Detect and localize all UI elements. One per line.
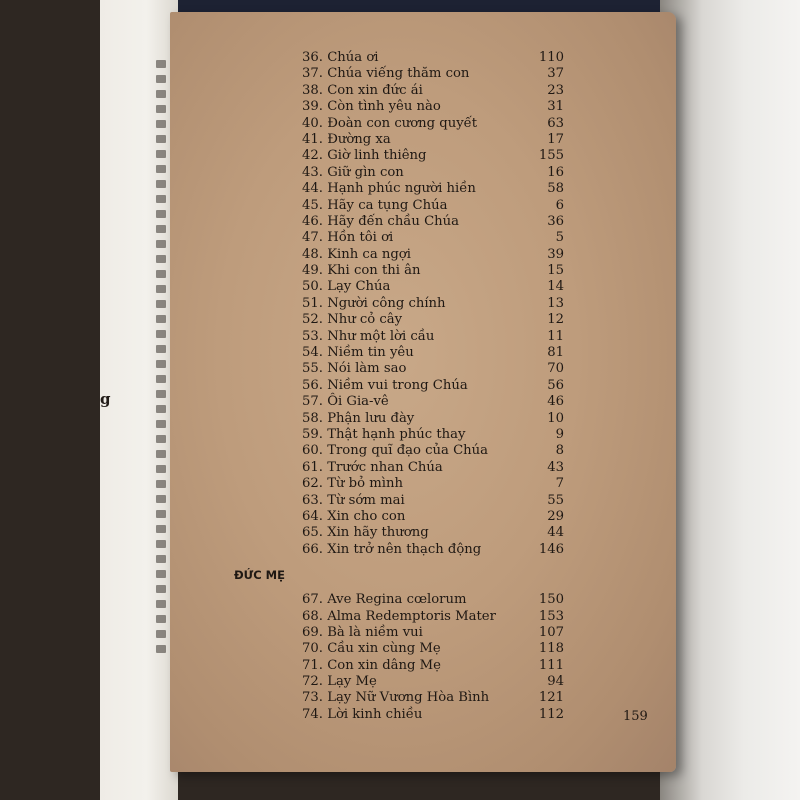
toc-entry-number: 68. [302,608,323,624]
toc-entry-number: 43. [302,164,323,180]
book-page [170,12,676,772]
toc-entry-title [302,460,443,476]
toc-entry-label: Trong quĩ đạo của Chúa [327,443,489,459]
toc-entry-title [302,132,391,148]
toc-entry-label: Alma Redemptoris Mater [327,608,496,624]
toc-entry-number: 38. [302,82,323,98]
toc-entry-number: 64. [302,508,323,524]
toc-entry-number: 45. [302,197,323,213]
toc-entry [302,230,564,246]
toc-entry-label: Giữ gìn con [327,164,404,180]
background-right [660,0,800,800]
toc-entry-number: 66. [302,541,323,557]
toc-entry-page: 16 [547,164,564,180]
toc-entry-label: Lạy Mẹ [327,674,377,690]
toc-entry-number: 42. [302,148,323,164]
toc-entry-page: 7 [555,476,564,492]
toc-entry-title [302,542,481,558]
toc-entry-number: 41. [302,131,323,147]
toc-entry [302,66,564,82]
toc-entry [302,460,564,476]
toc-entry-label: Chúa viếng thăm con [327,66,470,82]
section-heading: ĐỨC MẸ [234,568,285,583]
toc-entry-page: 153 [538,608,564,624]
toc-entry [302,181,564,197]
toc-entry-title [302,509,405,525]
toc-entry-number: 52. [302,312,323,328]
toc-entry-number: 48. [302,246,323,262]
toc-entry-label: Bà là niềm vui [327,624,423,640]
toc-entry-label: Xin cho con [327,508,406,524]
toc-entry [302,625,564,641]
toc-entry [302,509,564,525]
toc-entry-page: 46 [547,394,564,410]
toc-entry-title [302,263,421,279]
toc-entry-title [302,361,406,377]
toc-entry-title [302,641,441,657]
toc-entry [302,263,564,279]
toc-entry-number: 74. [302,706,323,722]
toc-entry-number: 55. [302,361,323,377]
toc-entry-label: Người công chính [327,295,446,311]
toc-entry-label: Lạy Nữ Vương Hòa Bình [327,690,490,706]
toc-entry-title [302,329,434,345]
toc-entry-title [302,165,404,181]
toc-entry-number: 39. [302,99,323,115]
toc-entry-label: Xin hãy thương [327,525,429,541]
toc-entry-title [302,214,459,230]
toc-entry-page: 17 [547,131,564,147]
toc-entry-page: 9 [555,426,564,442]
toc-entry-page: 23 [547,82,564,98]
toc-entry-page: 5 [555,230,564,246]
toc-entry-number: 46. [302,213,323,229]
toc-entry-label: Chúa ơi [327,50,379,65]
toc-entry-label: Như cỏ cây [327,312,403,328]
toc-entry-title [302,230,393,246]
toc-entry [302,312,564,328]
toc-entry-number: 36. [302,50,323,65]
toc-entry-page: 146 [538,541,564,557]
toc-entry [302,493,564,509]
toc-entry-title [302,345,414,361]
toc-entry-title [302,116,477,132]
toc-entry-page: 121 [538,690,564,706]
toc-entry-label: Còn tình yêu nào [327,99,441,115]
toc-entry-number: 51. [302,295,323,311]
toc-entry-page: 58 [547,181,564,197]
toc-entry-label: Giờ linh thiêng [327,148,427,164]
toc-entry-title [302,625,423,641]
toc-entry-number: 53. [302,328,323,344]
toc-entry-title [302,83,423,99]
toc-entry-page: 43 [547,459,564,475]
toc-entry [302,592,564,608]
toc-entry [302,50,564,66]
toc-entry-page: 12 [547,312,564,328]
toc-entry-label: Thật hạnh phúc thay [327,426,466,442]
toc-entry-label: Đoàn con cương quyết [327,115,478,131]
toc-entry-page: 6 [555,197,564,213]
toc-entry-label: Đường xa [327,131,391,147]
toc-entry-number: 49. [302,263,323,279]
toc-entry-label: Ôi Gia-vê [327,394,389,410]
toc-entry-page: 8 [555,443,564,459]
toc-entry-page: 70 [547,361,564,377]
toc-entry-title [302,707,422,723]
toc-entry-page: 55 [547,492,564,508]
toc-entry-title [302,658,441,674]
toc-entry-title [302,592,466,608]
toc-entry-page: 111 [538,657,564,673]
toc-entry-number: 73. [302,690,323,706]
toc-entry [302,476,564,492]
toc-entry-label: Hạnh phúc người hiền [327,181,476,197]
toc-entry-label: Con xin đức ái [327,82,423,98]
toc-entry [302,116,564,132]
toc-entry-title [302,198,448,214]
toc-entry-title [302,247,411,263]
toc-entry-title [302,181,476,197]
toc-entry-page: 112 [538,706,564,722]
toc-entry-page: 14 [547,279,564,295]
toc-entry-page: 15 [547,263,564,279]
toc-entry-page: 13 [547,295,564,311]
toc-entry [302,641,564,657]
toc-entry [302,279,564,295]
toc-entry-label: Lời kinh chiều [327,706,423,722]
toc-entry-label: Niềm vui trong Chúa [327,377,468,393]
toc-entry [302,443,564,459]
toc-entry-title [302,690,489,706]
toc-entry-page: 63 [547,115,564,131]
toc-entry [302,214,564,230]
toc-entry-title [302,609,496,625]
table-of-contents [234,50,564,723]
toc-entry [302,658,564,674]
toc-entry-label: Khi con thi ân [327,263,421,279]
toc-entry [302,707,564,723]
toc-entry-label: Hồn tôi ơi [327,230,394,246]
toc-entry-label: Từ sớm mai [327,492,405,508]
toc-entry [302,542,564,558]
toc-entry [302,296,564,312]
toc-entry [302,525,564,541]
toc-entry-number: 71. [302,657,323,673]
toc-entry-page: 10 [547,410,564,426]
toc-entry-label: Như một lời cầu [327,328,435,344]
toc-entry-page: 94 [547,674,564,690]
toc-entry-page: 155 [538,148,564,164]
toc-section [234,558,564,592]
toc-entry-label: Niềm tin yêu [327,345,414,361]
toc-entry-page: 118 [538,641,564,657]
toc-entry-title [302,443,488,459]
toc-entry [302,99,564,115]
toc-entry-number: 47. [302,230,323,246]
toc-entry-title [302,493,405,509]
toc-entry-number: 59. [302,426,323,442]
toc-entry-number: 67. [302,592,323,608]
toc-entry-label: Kinh ca ngợi [327,246,411,262]
toc-entry-number: 54. [302,345,323,361]
toc-entry [302,378,564,394]
toc-entry-number: 69. [302,624,323,640]
toc-entry-number: 44. [302,181,323,197]
toc-entry-label: Lạy Chúa [327,279,391,295]
toc-entry-title [302,525,429,541]
toc-entry-label: Cầu xin cùng Mẹ [327,641,441,657]
toc-entry-title [302,394,389,410]
toc-entry-label: Trước nhan Chúa [327,459,443,475]
toc-entry [302,329,564,345]
toc-entry-page: 36 [547,213,564,229]
toc-entry-label: Xin trở nên thạch động [327,541,482,557]
toc-entry-title [302,312,402,328]
toc-entry-number: 37. [302,66,323,82]
toc-entry-page: 39 [547,246,564,262]
toc-entry [302,361,564,377]
toc-entry [302,427,564,443]
toc-entry-label: Ave Regina cœlorum [327,592,467,608]
toc-entry [302,83,564,99]
toc-entry-number: 50. [302,279,323,295]
page-number: 159 [623,709,648,724]
toc-entry-number: 57. [302,394,323,410]
toc-entry-title [302,279,390,295]
toc-entry-title [302,99,441,115]
toc-entry-page: 44 [547,525,564,541]
toc-list-main [302,50,564,558]
toc-entry [302,247,564,263]
toc-entry-page: 11 [547,328,564,344]
toc-entry-label: Con xin dâng Mẹ [327,657,441,673]
toc-entry [302,674,564,690]
toc-entry-number: 56. [302,377,323,393]
toc-entry-label: Hãy đến chầu Chúa [327,213,460,229]
toc-entry-label: Từ bỏ mình [327,476,403,492]
toc-entry-number: 58. [302,410,323,426]
toc-entry-page: 29 [547,508,564,524]
toc-entry [302,198,564,214]
toc-entry-title [302,411,414,427]
toc-entry-title [302,50,378,66]
toc-entry-label: Nói làm sao [327,361,407,377]
toc-entry-number: 65. [302,525,323,541]
toc-entry-title [302,427,465,443]
toc-entry-title [302,66,469,82]
toc-entry [302,165,564,181]
toc-entry-number: 40. [302,115,323,131]
toc-entry-title [302,148,426,164]
toc-entry-number: 72. [302,674,323,690]
toc-entry-number: 62. [302,476,323,492]
toc-entry-page: 107 [538,624,564,640]
toc-entry-page: 37 [547,66,564,82]
toc-list-duc-me [302,592,564,723]
toc-entry-page: 150 [538,592,564,608]
toc-entry-page: 31 [547,99,564,115]
toc-entry-page: 110 [538,50,564,65]
toc-entry-title [302,674,377,690]
toc-entry-label: Phận lưu đày [327,410,415,426]
toc-entry-title [302,296,446,312]
toc-entry [302,148,564,164]
toc-entry [302,345,564,361]
toc-entry [302,411,564,427]
toc-entry [302,609,564,625]
toc-entry-number: 60. [302,443,323,459]
toc-entry [302,132,564,148]
toc-entry-page: 81 [547,345,564,361]
toc-entry-title [302,378,468,394]
toc-entry-number: 70. [302,641,323,657]
toc-entry-label: Hãy ca tụng Chúa [327,197,448,213]
toc-entry-number: 63. [302,492,323,508]
toc-entry [302,394,564,410]
toc-entry-number: 61. [302,459,323,475]
toc-entry-page: 56 [547,377,564,393]
toc-entry [302,690,564,706]
left-page-text-fragment: g [100,390,111,408]
toc-entry-title [302,476,403,492]
